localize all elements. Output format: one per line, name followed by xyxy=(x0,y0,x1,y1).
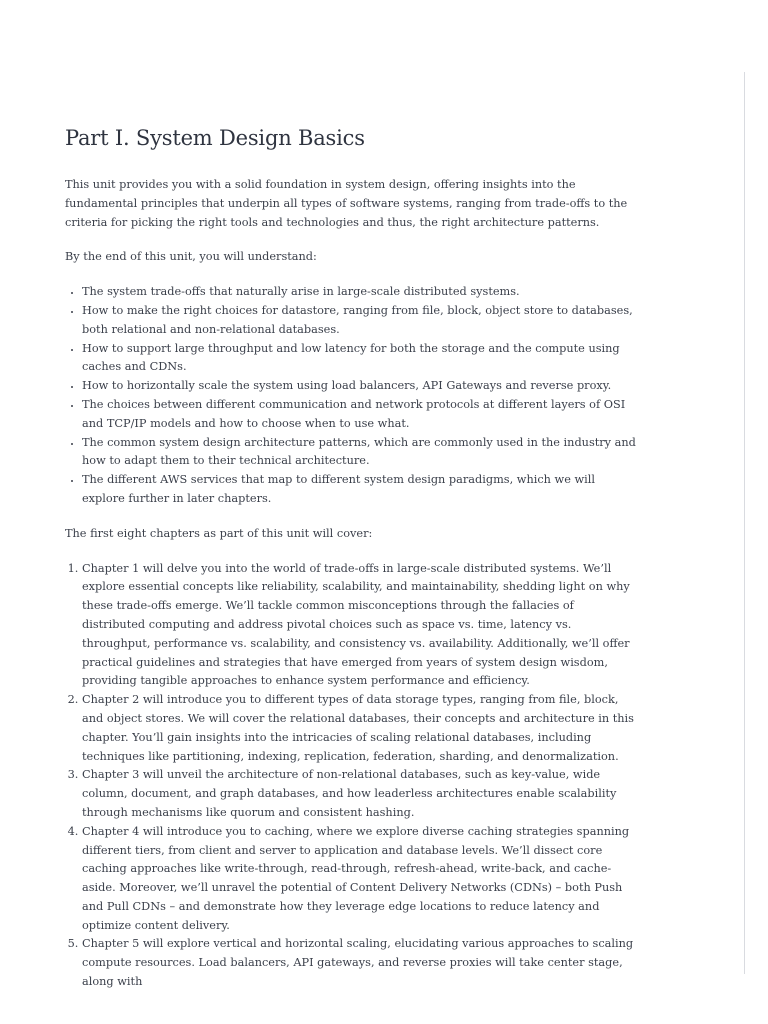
chapters-lead-paragraph: The first eight chapters as part of this unit will cover: xyxy=(65,526,373,540)
list-item: • How to support large throughput and low latency for both the storage and the compute using caches and CDNs. xyxy=(82,340,640,378)
chapter-item: 2. Chapter 2 will introduce you to different types of data storage types, ranging from file, block, and object stores. We will cover the relational databases, their concepts and architecture in this chapter. You’ll gain insights into the intricacies of scaling relational databases, including techniques like partitioning, indexing, replication, federation, sharding, and denormalization. xyxy=(82,691,640,766)
list-item: • The system trade-offs that naturally arise in large-scale distributed systems. xyxy=(82,283,640,302)
intro-paragraph: This unit provides you with a solid foundation in system design, offering insights into the fundamental principles that underpin all types of software systems, ranging from trade-offs to the criteria for picking the right tools and technologies and thus, the right architecture patterns. xyxy=(65,178,628,229)
document-page xyxy=(65,124,640,1008)
learning-outcomes-list xyxy=(65,283,640,509)
list-item: • The common system design architecture patterns, which are commonly used in the industry and how to adapt them to their technical architecture. xyxy=(82,434,640,472)
page-title: Part I. System Design Basics xyxy=(65,126,365,150)
page-edge-divider xyxy=(744,72,745,974)
chapter-item: 5. Chapter 5 will explore vertical and horizontal scaling, elucidating various approaches to scaling compute resources. Load balancers, API gateways, and reverse proxies will take center stage, along with xyxy=(82,935,640,991)
list-item: • The choices between different communication and network protocols at different layers of OSI and TCP/IP models and how to choose when to use what. xyxy=(82,396,640,434)
chapter-item: 1. Chapter 1 will delve you into the world of trade-offs in large-scale distributed systems. We’ll explore essential concepts like reliability, scalability, and maintainability, shedding light on why these trade-offs emerge. We’ll tackle common misconceptions through the fallacies of distributed computing and address pivotal choices such as space vs. time, latency vs. throughput, performance vs. scalability, and consistency vs. availability. Additionally, we’ll offer practical guidelines and strategies that have emerged from years of system design wisdom, providing tangible approaches to enhance system performance and efficiency. xyxy=(82,560,640,692)
chapter-item: 3. Chapter 3 will unveil the architecture of non-relational databases, such as key-value, wide column, document, and graph databases, and how leaderless architectures enable scalability through mechanisms like quorum and consistent hashing. xyxy=(82,766,640,822)
chapter-item: 4. Chapter 4 will introduce you to caching, where we explore diverse caching strategies spanning different tiers, from client and server to application and database levels. We’ll dissect core caching approaches like write-through, read-through, refresh-ahead, write-back, and cache-aside. Moreover, we’ll unravel the potential of Content Delivery Networks (CDNs) – both Push and Pull CDNs – and demonstrate how they leverage edge locations to reduce latency and optimize content delivery. xyxy=(82,823,640,936)
chapters-list xyxy=(65,560,640,992)
understand-lead-paragraph: By the end of this unit, you will understand: xyxy=(65,250,317,264)
list-item: • How to make the right choices for datastore, ranging from file, block, object store to databases, both relational and non-relational databases. xyxy=(82,302,640,340)
list-item: • How to horizontally scale the system using load balancers, API Gateways and reverse proxy. xyxy=(82,377,640,396)
list-item: • The different AWS services that map to different system design paradigms, which we will explore further in later chapters. xyxy=(82,471,640,509)
